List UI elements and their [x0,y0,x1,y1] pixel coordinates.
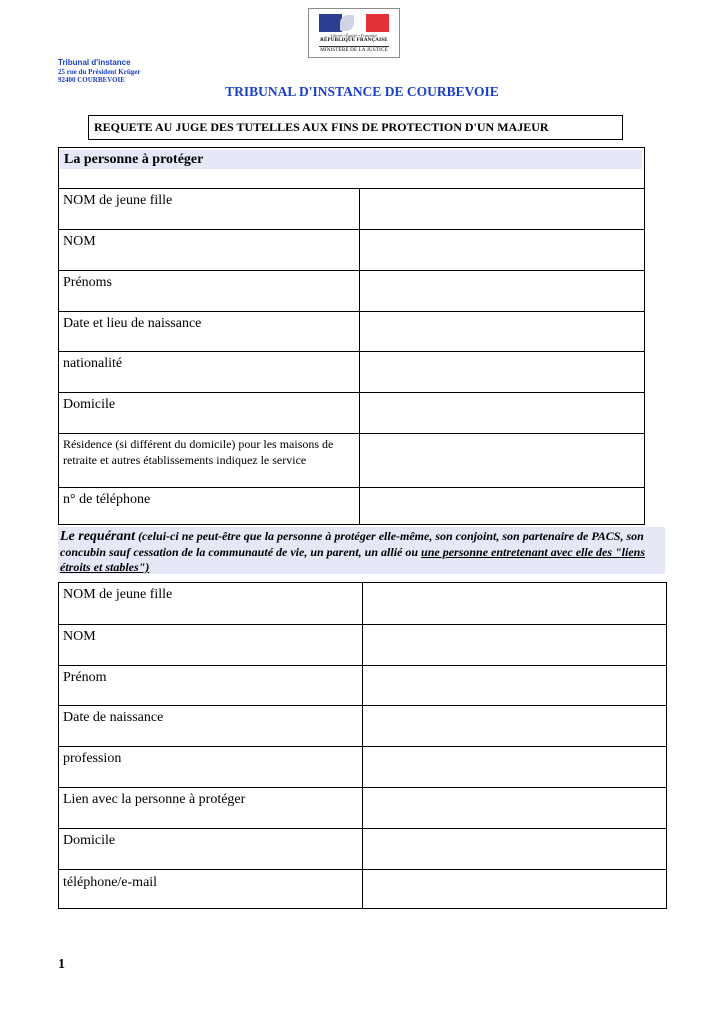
french-flag-icon [319,14,389,32]
person-name-input[interactable] [359,230,644,270]
applicant-contact-input[interactable] [362,870,666,908]
field-label: téléphone/e-mail [63,875,158,890]
field-label: Prénom [63,670,107,685]
applicant-description: (celui-ci ne peut-être que la personne à protéger elle-même, son conjoint, son partenaire de PACS, son concubin sauf cessation de la communauté de vie, un parent, un allié ou [60,529,644,559]
ministry-logo [308,8,400,58]
table-row [59,311,644,351]
logo-ministry: MINISTÈRE DE LA JUSTICE [320,48,388,53]
applicant-relationship-input[interactable] [362,788,666,828]
applicant-description-underlined: une personne entretenant avec elle des "liens étroits et stables") [60,544,646,574]
applicant-name-input[interactable] [362,625,666,665]
table-row [59,188,644,229]
field-label: Date de naissance [63,710,164,725]
applicant-table [58,582,667,909]
applicant-lead: Le requérant [60,529,136,544]
field-label: Lien avec la personne à protéger [63,792,246,807]
field-label: NOM [63,629,96,644]
field-label: Résidence (si différent du domicile) pour les maisons de retraite et autres établissements indiquez le service [63,437,334,467]
table-row [59,787,666,828]
field-label: NOM [63,234,96,249]
table-row [59,869,666,908]
logo-motto: Liberté • Égalité • Fraternité [330,33,378,38]
person-section-heading: La personne à protéger [60,150,642,169]
page-title: TRIBUNAL D'INSTANCE DE COURBEVOIE [225,84,499,99]
table-row [59,351,644,392]
table-row [59,487,644,524]
table-row [59,624,666,665]
field-label: NOM de jeune fille [63,587,173,602]
table-row [59,705,666,746]
field-label: Domicile [63,833,116,848]
person-domicile-input[interactable] [359,393,644,433]
page-number: 1 [58,957,65,972]
request-title-box: REQUETE AU JUGE DES TUTELLES AUX FINS DE PROTECTION D'UN MAJEUR [88,115,623,140]
court-name: Tribunal d'instance [58,58,131,67]
table-row [59,583,666,624]
court-address-line2: 92400 COURBEVOIE [58,76,125,84]
field-label: n° de téléphone [63,492,151,507]
field-label: NOM de jeune fille [63,193,173,208]
person-birth-input[interactable] [359,312,644,351]
table-row [59,229,644,270]
logo-republic: RÉPUBLIQUE FRANÇAISE [320,38,388,43]
table-row [59,746,666,787]
field-label: Date et lieu de naissance [63,316,202,331]
applicant-section-heading [58,527,665,574]
person-maiden-name-input[interactable] [359,189,644,229]
table-row [59,665,666,705]
field-label: nationalité [63,356,123,371]
applicant-domicile-input[interactable] [362,829,666,869]
person-phone-input[interactable] [359,488,644,524]
table-row [59,392,644,433]
table-row [59,433,644,487]
person-residence-input[interactable] [359,434,644,487]
logo-divider [319,46,389,47]
person-table [58,147,645,525]
applicant-maiden-name-input[interactable] [362,583,666,624]
person-nationality-input[interactable] [359,352,644,392]
person-firstnames-input[interactable] [359,271,644,311]
table-row [59,270,644,311]
field-label: profession [63,751,122,766]
applicant-profession-input[interactable] [362,747,666,787]
applicant-birthdate-input[interactable] [362,706,666,746]
applicant-firstname-input[interactable] [362,666,666,705]
court-address-line1: 25 rue du Président Krüger [58,68,141,76]
table-row [59,828,666,869]
field-label: Domicile [63,397,116,412]
field-label: Prénoms [63,275,112,290]
